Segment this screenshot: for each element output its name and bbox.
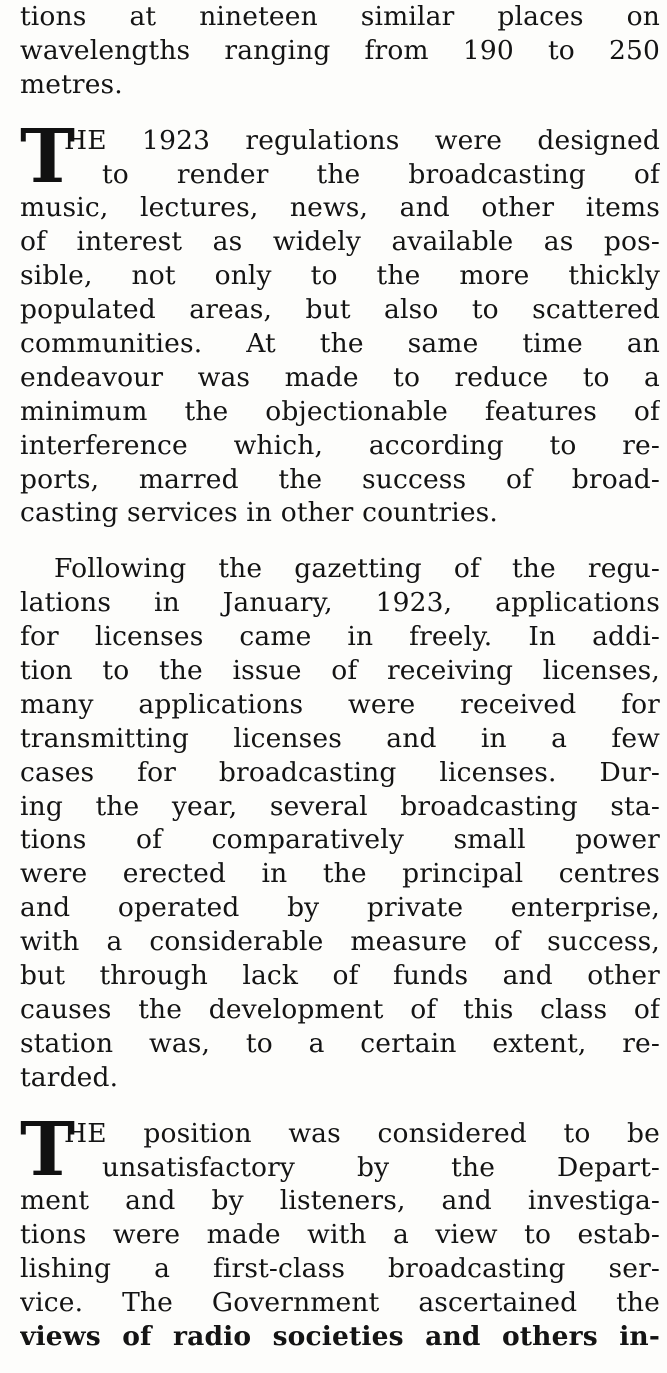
text-line: communities. At the same time an — [20, 328, 660, 360]
text-line: were erected in the principal centres — [20, 858, 660, 890]
text-line: minimum the objectionable features of — [20, 395, 660, 427]
text-line: interference which, according to re- — [20, 429, 660, 461]
text-line: endeavour was made to reduce to a — [20, 361, 660, 393]
paragraph-gap — [20, 1095, 660, 1117]
text-line: music, lectures, news, and other items — [20, 192, 660, 224]
paragraph-gap — [20, 102, 660, 124]
drop-cap: T — [20, 113, 76, 200]
text-line: wavelengths ranging from 190 to 250 — [20, 34, 660, 66]
text-line: station was, to a certain extent, re- — [20, 1027, 660, 1059]
text-line: tions were made with a view to estab- — [20, 1219, 660, 1251]
text-line: Following the gazetting of the regu- — [54, 553, 660, 585]
text-line: sible, not only to the more thickly — [20, 260, 660, 292]
paragraph-position — [20, 1106, 660, 1354]
text-line: for licenses came in freely. In addi- — [20, 621, 660, 653]
paragraph-continuation — [20, 0, 660, 102]
paragraph-gap — [20, 530, 660, 552]
text-line: metres. — [20, 68, 123, 100]
article-column — [20, 0, 660, 1354]
text-line: causes the development of this class of — [20, 993, 660, 1025]
text-line: lations in January, 1923, applications — [20, 587, 660, 619]
text-line: views of radio societies and others in- — [20, 1320, 660, 1352]
text-line: ing the year, several broadcasting sta- — [20, 790, 660, 822]
paragraph-gazetting — [20, 552, 660, 1094]
text-line: casting services in other countries. — [20, 497, 499, 529]
text-line: with a considerable measure of success, — [20, 926, 660, 958]
text-line: tarded. — [20, 1061, 119, 1093]
text-line: and operated by private enterprise, — [20, 892, 660, 924]
text-line: tions of comparatively small power — [20, 824, 660, 856]
text-line: cases for broadcasting licenses. Dur- — [20, 756, 660, 788]
text-line: transmitting licenses and in a few — [20, 722, 660, 754]
text-line: HE position was considered to be — [64, 1117, 660, 1149]
text-line: tions at nineteen similar places on — [20, 1, 660, 32]
text-line: lishing a first-class broadcasting ser- — [20, 1253, 660, 1285]
text-line: HE 1923 regulations were designed — [64, 124, 660, 156]
drop-cap: T — [20, 1106, 76, 1193]
text-line: many applications were received for — [20, 688, 660, 720]
text-line: ment and by listeners, and investiga- — [20, 1185, 660, 1217]
text-line: vice. The Government ascertained the — [20, 1287, 660, 1319]
text-line: but through lack of funds and other — [20, 960, 660, 992]
text-line: unsatisfactory by the Depart- — [102, 1151, 660, 1183]
text-line: tion to the issue of receiving licenses, — [20, 655, 660, 687]
text-line: ports, marred the success of broad- — [20, 463, 660, 495]
paragraph-regulations — [20, 113, 660, 531]
text-line: of interest as widely available as pos- — [20, 226, 660, 258]
text-line: populated areas, but also to scattered — [20, 294, 660, 326]
text-line: to render the broadcasting of — [102, 158, 660, 190]
